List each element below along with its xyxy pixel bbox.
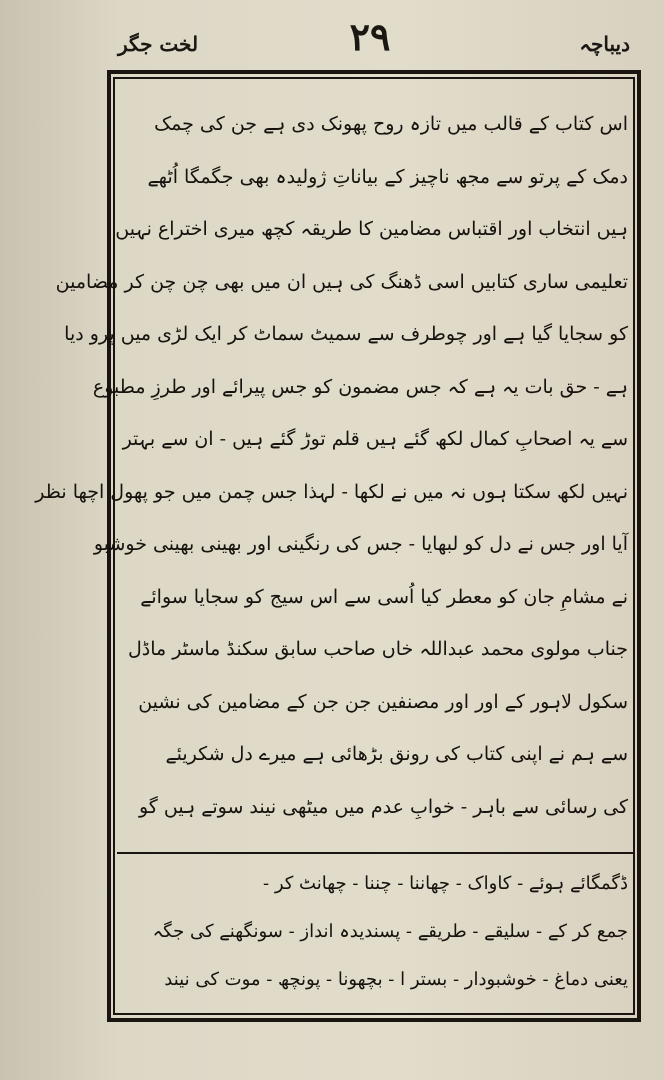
running-header-right: دیباچہ — [579, 32, 630, 56]
gloss-line: ڈگمگائے ہوئے - کاواک - چھاننا - چننا - چھانٹ کر - — [263, 873, 628, 894]
gloss-line: جمع کر کے - سلیقے - طریقے - پسندیدہ انداز - سونگھنے کی جگہ — [152, 921, 628, 942]
text-line: کی رسائی سے باہر - خوابِ عدم میں میٹھی نیند سوتے ہیں گو — [138, 795, 628, 818]
text-line: ہیں انتخاب اور اقتباس مضامین کا طریقہ کچھ میری اختراع نہیں — [115, 218, 628, 240]
text-line: سکول لاہور کے اور اور مصنفین جن جن کے مضامین کی نشین — [138, 690, 628, 713]
text-line: اس کتاب کے قالب میں تازہ روح پھونک دی ہے جن کی چمک — [154, 113, 628, 135]
main-text-block — [35, 98, 628, 850]
text-line: آیا اور جس نے دل کو لبھایا - جس کی رنگینی اور بھینی بھینی خوشبو — [93, 533, 628, 555]
text-line: تعلیمی ساری کتابیں اسی ڈھنگ کی ہیں ان میں بھی چن چن کر مضامین — [55, 270, 628, 293]
gloss-line: یعنی دماغ - خوشبودار - بستر ا - بچھونا - پونچھ - موت کی نیند — [164, 969, 628, 990]
text-line: نہیں لکھ سکتا ہوں نہ میں نے لکھا - لہذا جس چمن میں جو پھول اچھا نظر — [35, 480, 628, 503]
glossary-footnotes — [120, 860, 628, 1004]
running-header-left: لخت جگر — [118, 32, 199, 56]
text-line: سے یہ اصحابِ کمال لکھ گئے ہیں قلم توڑ گئے ہیں - ان سے بہتر — [122, 428, 628, 450]
text-line: دمک کے پرتو سے مجھ ناچیز کے بیاناتِ ژولیدہ بھی جگمگا اُٹھے — [147, 165, 628, 188]
page-number: ۲۹ — [349, 14, 391, 59]
text-line: سے ہم نے اپنی کتاب کی رونق بڑھائی ہے میرے دل شکریئے — [165, 743, 628, 765]
text-line: ہے - حق بات یہ ہے کہ جس مضمون کو جس پیرائے اور طرزِ مطبوع — [92, 375, 628, 398]
footnote-divider — [117, 852, 633, 854]
text-line: جناب مولوی محمد عبداللہ خاں صاحب سابق سکنڈ ماسٹر ماڈل — [127, 638, 628, 660]
text-line: نے مشامِ جان کو معطر کیا اُسی سے اس سیج کو سجایا سوائے — [140, 585, 628, 608]
text-line: کو سجایا گیا ہے اور چوطرف سے سمیٹ سماٹ کر ایک لڑی میں پرو دیا — [64, 323, 628, 345]
